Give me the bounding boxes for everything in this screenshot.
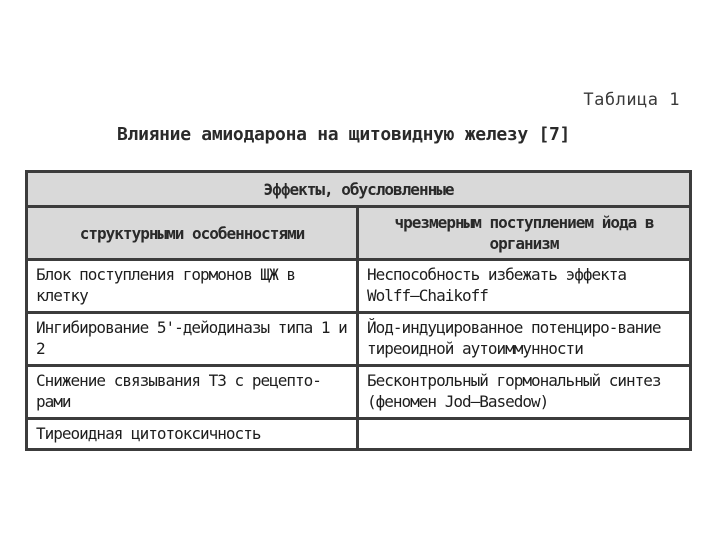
effects-table [25, 170, 692, 451]
table-row [27, 313, 691, 366]
group-header: Эффекты, обусловленные [27, 172, 691, 207]
table-cell: Тиреоидная цитотоксичность [27, 419, 358, 450]
table-row [27, 419, 691, 450]
table-cell: Бесконтрольный гормональный синтез (феномен Jod–Basedow) [358, 366, 691, 419]
table-cell: Ингибирование 5'-дейодиназы типа 1 и 2 [27, 313, 358, 366]
table-caption: Таблица 1 [583, 90, 680, 110]
table-cell: Йод-индуцированное потенциро-вание тиреоидной аутоиммунности [358, 313, 691, 366]
column-header-row [27, 207, 691, 260]
column-header-structural: структурными особенностями [27, 207, 358, 260]
table-cell: Блок поступления гормонов ЩЖ в клетку [27, 260, 358, 313]
group-header-row [27, 172, 691, 207]
table-row [27, 366, 691, 419]
table-cell-empty [358, 419, 691, 450]
table-row [27, 260, 691, 313]
table-cell: Неспособность избежать эффекта Wolff–Chaikoff [358, 260, 691, 313]
column-header-iodine: чрезмерным поступлением йода в организм [358, 207, 691, 260]
table-title: Влияние амиодарона на щитовидную железу [7] [117, 124, 571, 145]
table-cell: Снижение связывания Т3 с рецепто-рами [27, 366, 358, 419]
